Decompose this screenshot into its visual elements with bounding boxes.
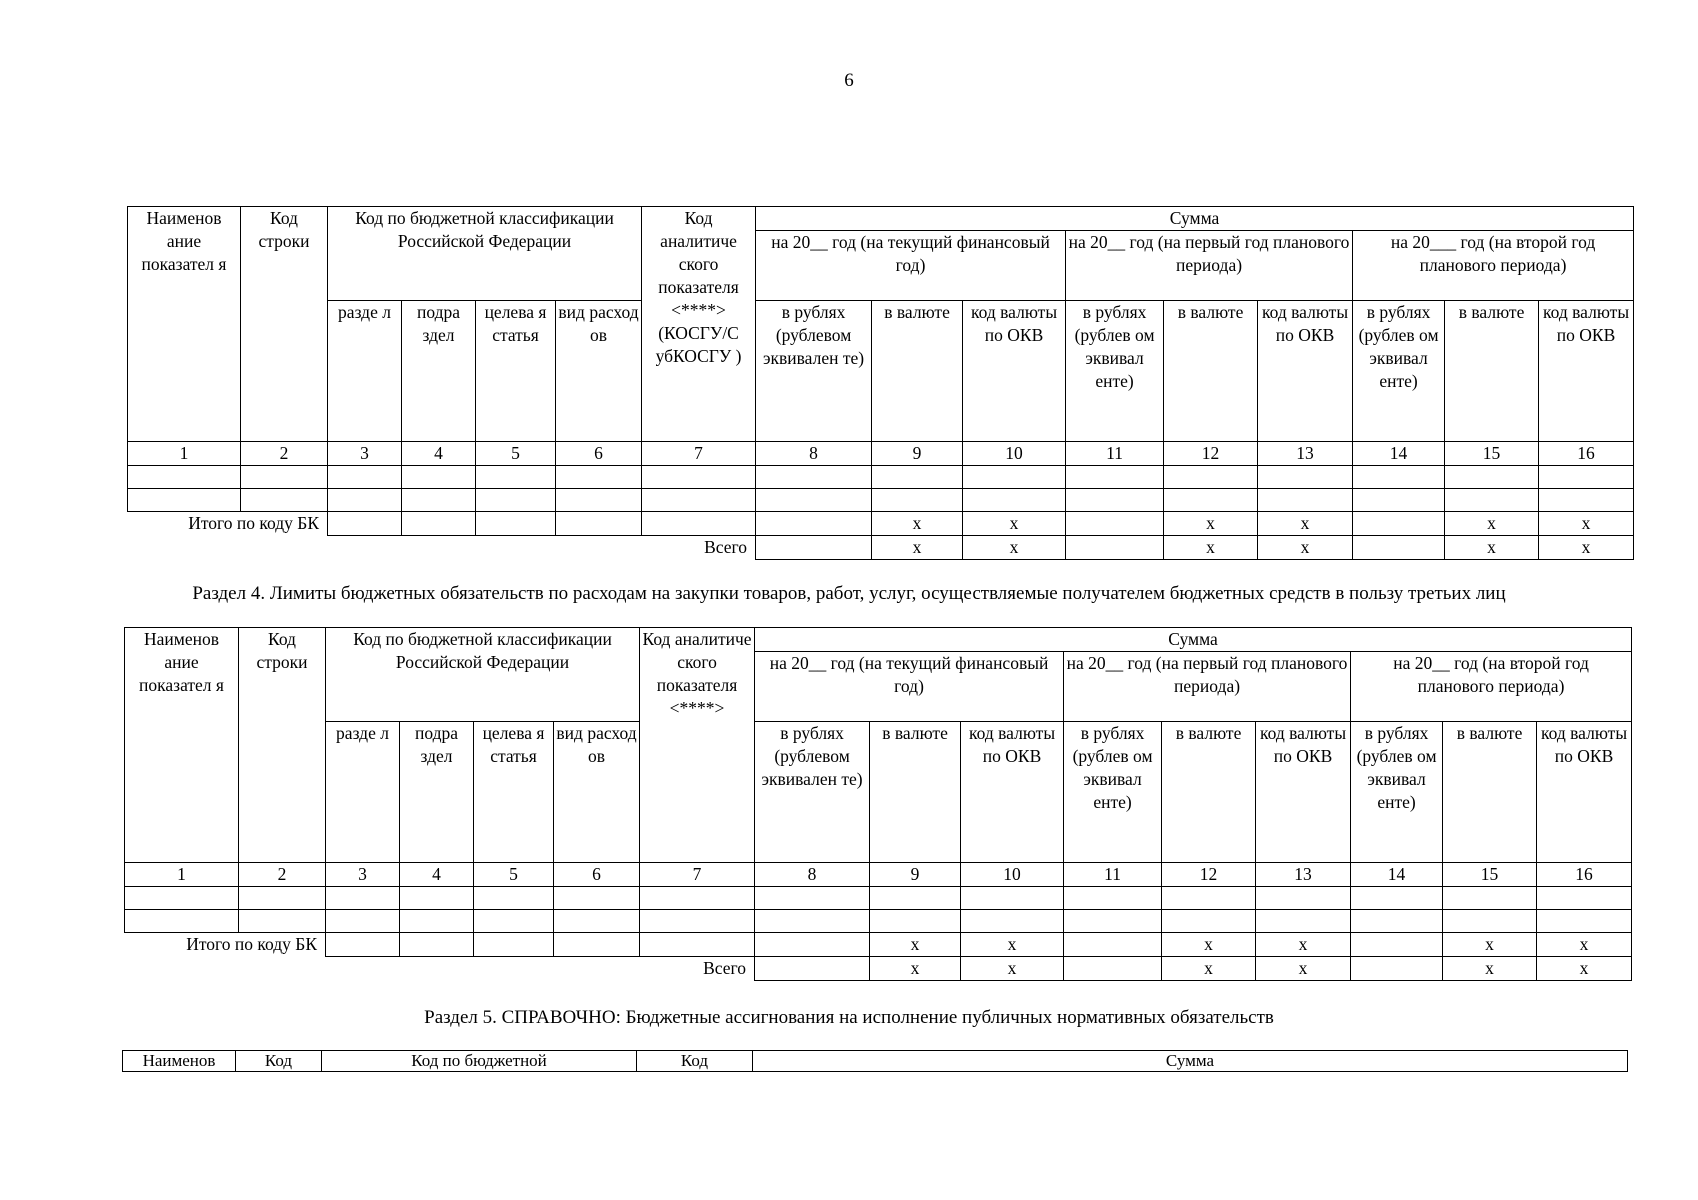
header-okv-second: код валюты по ОКВ <box>1537 722 1632 863</box>
table-row <box>128 466 1634 489</box>
column-number: 10 <box>961 863 1064 887</box>
header-bk-code: Код по бюджетной <box>322 1051 637 1072</box>
header-podrazdel: подра здел <box>402 301 476 442</box>
column-number: 9 <box>870 863 961 887</box>
column-number: 11 <box>1064 863 1162 887</box>
column-number: 14 <box>1351 863 1443 887</box>
header-rub-second: в рублях (рублев ом эквивал енте) <box>1351 722 1443 863</box>
column-number: 6 <box>556 442 642 466</box>
header-razdel: разде л <box>326 722 400 863</box>
x-mark: x <box>1164 536 1258 560</box>
x-mark: x <box>1443 957 1537 981</box>
column-number-row <box>128 442 1634 466</box>
header-sum: Сумма <box>756 207 1634 231</box>
total-by-bk-row <box>125 933 1632 957</box>
x-mark: x <box>963 536 1066 560</box>
grand-total-row <box>128 536 1634 560</box>
header-okv-first: код валюты по ОКВ <box>1258 301 1353 442</box>
header-analytic-code: Код <box>637 1051 753 1072</box>
x-mark: x <box>1537 933 1632 957</box>
header-okv-current: код валюты по ОКВ <box>963 301 1066 442</box>
header-okv-current: код валюты по ОКВ <box>961 722 1064 863</box>
total-by-bk-label: Итого по коду БК <box>188 513 319 534</box>
header-year-first: на 20__ год (на первый год планового периода) <box>1066 231 1353 301</box>
column-number: 7 <box>642 442 756 466</box>
limits-table-section4 <box>124 627 1632 981</box>
header-row-code: Код <box>236 1051 322 1072</box>
header-row-code: Код строки <box>241 207 328 442</box>
x-mark: x <box>1537 957 1632 981</box>
x-mark: x <box>1258 536 1353 560</box>
x-mark: x <box>870 933 961 957</box>
column-number: 4 <box>400 863 474 887</box>
header-currency-second: в валюте <box>1443 722 1537 863</box>
x-mark: x <box>1162 957 1256 981</box>
column-number: 2 <box>239 863 326 887</box>
column-number: 13 <box>1258 442 1353 466</box>
table-row <box>125 887 1632 910</box>
limits-table-section3 <box>127 206 1634 560</box>
column-number: 11 <box>1066 442 1164 466</box>
x-mark: x <box>870 957 961 981</box>
column-number: 9 <box>872 442 963 466</box>
header-row-code: Код строки <box>239 628 326 863</box>
column-number: 5 <box>476 442 556 466</box>
column-number: 12 <box>1162 863 1256 887</box>
header-name: Наименов ание показател я <box>128 207 241 442</box>
column-number: 2 <box>241 442 328 466</box>
header-currency-first: в валюте <box>1162 722 1256 863</box>
x-mark: x <box>1445 536 1539 560</box>
x-mark: x <box>961 957 1064 981</box>
column-number: 8 <box>756 442 872 466</box>
x-mark: x <box>1256 957 1351 981</box>
page-number: 6 <box>844 70 854 91</box>
x-mark: x <box>872 536 963 560</box>
header-bk-code: Код по бюджетной классификации Российской Федерации <box>326 628 640 722</box>
x-mark: x <box>961 933 1064 957</box>
header-rub-current: в рублях (рублевом эквивален те) <box>755 722 870 863</box>
grand-total-row <box>125 957 1632 981</box>
x-mark: x <box>1445 512 1539 536</box>
header-year-second: на 20__ год (на второй год планового периода) <box>1351 652 1632 722</box>
x-mark: x <box>963 512 1066 536</box>
column-number: 16 <box>1539 442 1634 466</box>
column-number: 1 <box>125 863 239 887</box>
header-bk-code: Код по бюджетной классификации Российской Федерации <box>328 207 642 301</box>
header-name: Наименов <box>123 1051 236 1072</box>
header-rub-first: в рублях (рублев ом эквивал енте) <box>1064 722 1162 863</box>
header-year-current: на 20__ год (на текущий финансовый год) <box>755 652 1064 722</box>
section-5-title: Раздел 5. СПРАВОЧНО: Бюджетные ассигнования на исполнение публичных нормативных обязательств <box>424 1007 1274 1028</box>
header-target: целева я статья <box>476 301 556 442</box>
table-row <box>128 489 1634 512</box>
header-rub-first: в рублях (рублев ом эквивал енте) <box>1066 301 1164 442</box>
grand-total-label: Всего <box>704 537 748 558</box>
x-mark: x <box>872 512 963 536</box>
header-analytic-code: Код аналитиче ского показателя <****> (КОСГУ/С убКОСГУ ) <box>642 207 756 442</box>
column-number: 16 <box>1537 863 1632 887</box>
column-number: 5 <box>474 863 554 887</box>
column-number: 10 <box>963 442 1066 466</box>
column-number: 7 <box>640 863 755 887</box>
header-podrazdel: подра здел <box>400 722 474 863</box>
header-vid: вид расход ов <box>556 301 642 442</box>
column-number: 8 <box>755 863 870 887</box>
header-year-first: на 20__ год (на первый год планового периода) <box>1064 652 1351 722</box>
column-number-row <box>125 863 1632 887</box>
header-rub-second: в рублях (рублев ом эквивал енте) <box>1353 301 1445 442</box>
table-row <box>125 910 1632 933</box>
header-okv-second: код валюты по ОКВ <box>1539 301 1634 442</box>
x-mark: x <box>1258 512 1353 536</box>
section-4-title: Раздел 4. Лимиты бюджетных обязательств по расходам на закупки товаров, работ, услуг, осуществляемые получателем бюджетных средств в пользу третьих лиц <box>192 583 1506 604</box>
total-by-bk-row <box>128 512 1634 536</box>
x-mark: x <box>1539 512 1634 536</box>
header-rub-current: в рублях (рублевом эквивален те) <box>756 301 872 442</box>
header-sum: Сумма <box>755 628 1632 652</box>
column-number: 12 <box>1164 442 1258 466</box>
header-okv-first: код валюты по ОКВ <box>1256 722 1351 863</box>
grand-total-label: Всего <box>703 958 747 979</box>
header-currency-first: в валюте <box>1164 301 1258 442</box>
header-year-second: на 20___ год (на второй год планового периода) <box>1353 231 1634 301</box>
x-mark: x <box>1443 933 1537 957</box>
column-number: 15 <box>1443 863 1537 887</box>
header-vid: вид расход ов <box>554 722 640 863</box>
header-currency-current: в валюте <box>870 722 961 863</box>
column-number: 1 <box>128 442 241 466</box>
x-mark: x <box>1539 536 1634 560</box>
x-mark: x <box>1164 512 1258 536</box>
reference-table-section5 <box>122 1050 1628 1072</box>
x-mark: x <box>1162 933 1256 957</box>
total-by-bk-label: Итого по коду БК <box>186 934 317 955</box>
header-analytic-code: Код аналитиче ского показателя <****> <box>640 628 755 863</box>
column-number: 4 <box>402 442 476 466</box>
x-mark: x <box>1256 933 1351 957</box>
column-number: 3 <box>326 863 400 887</box>
header-currency-second: в валюте <box>1445 301 1539 442</box>
column-number: 3 <box>328 442 402 466</box>
header-razdel: разде л <box>328 301 402 442</box>
column-number: 14 <box>1353 442 1445 466</box>
header-currency-current: в валюте <box>872 301 963 442</box>
header-name: Наименов ание показател я <box>125 628 239 863</box>
header-year-current: на 20__ год (на текущий финансовый год) <box>756 231 1066 301</box>
header-target: целева я статья <box>474 722 554 863</box>
column-number: 13 <box>1256 863 1351 887</box>
column-number: 6 <box>554 863 640 887</box>
header-sum: Сумма <box>753 1051 1628 1072</box>
column-number: 15 <box>1445 442 1539 466</box>
